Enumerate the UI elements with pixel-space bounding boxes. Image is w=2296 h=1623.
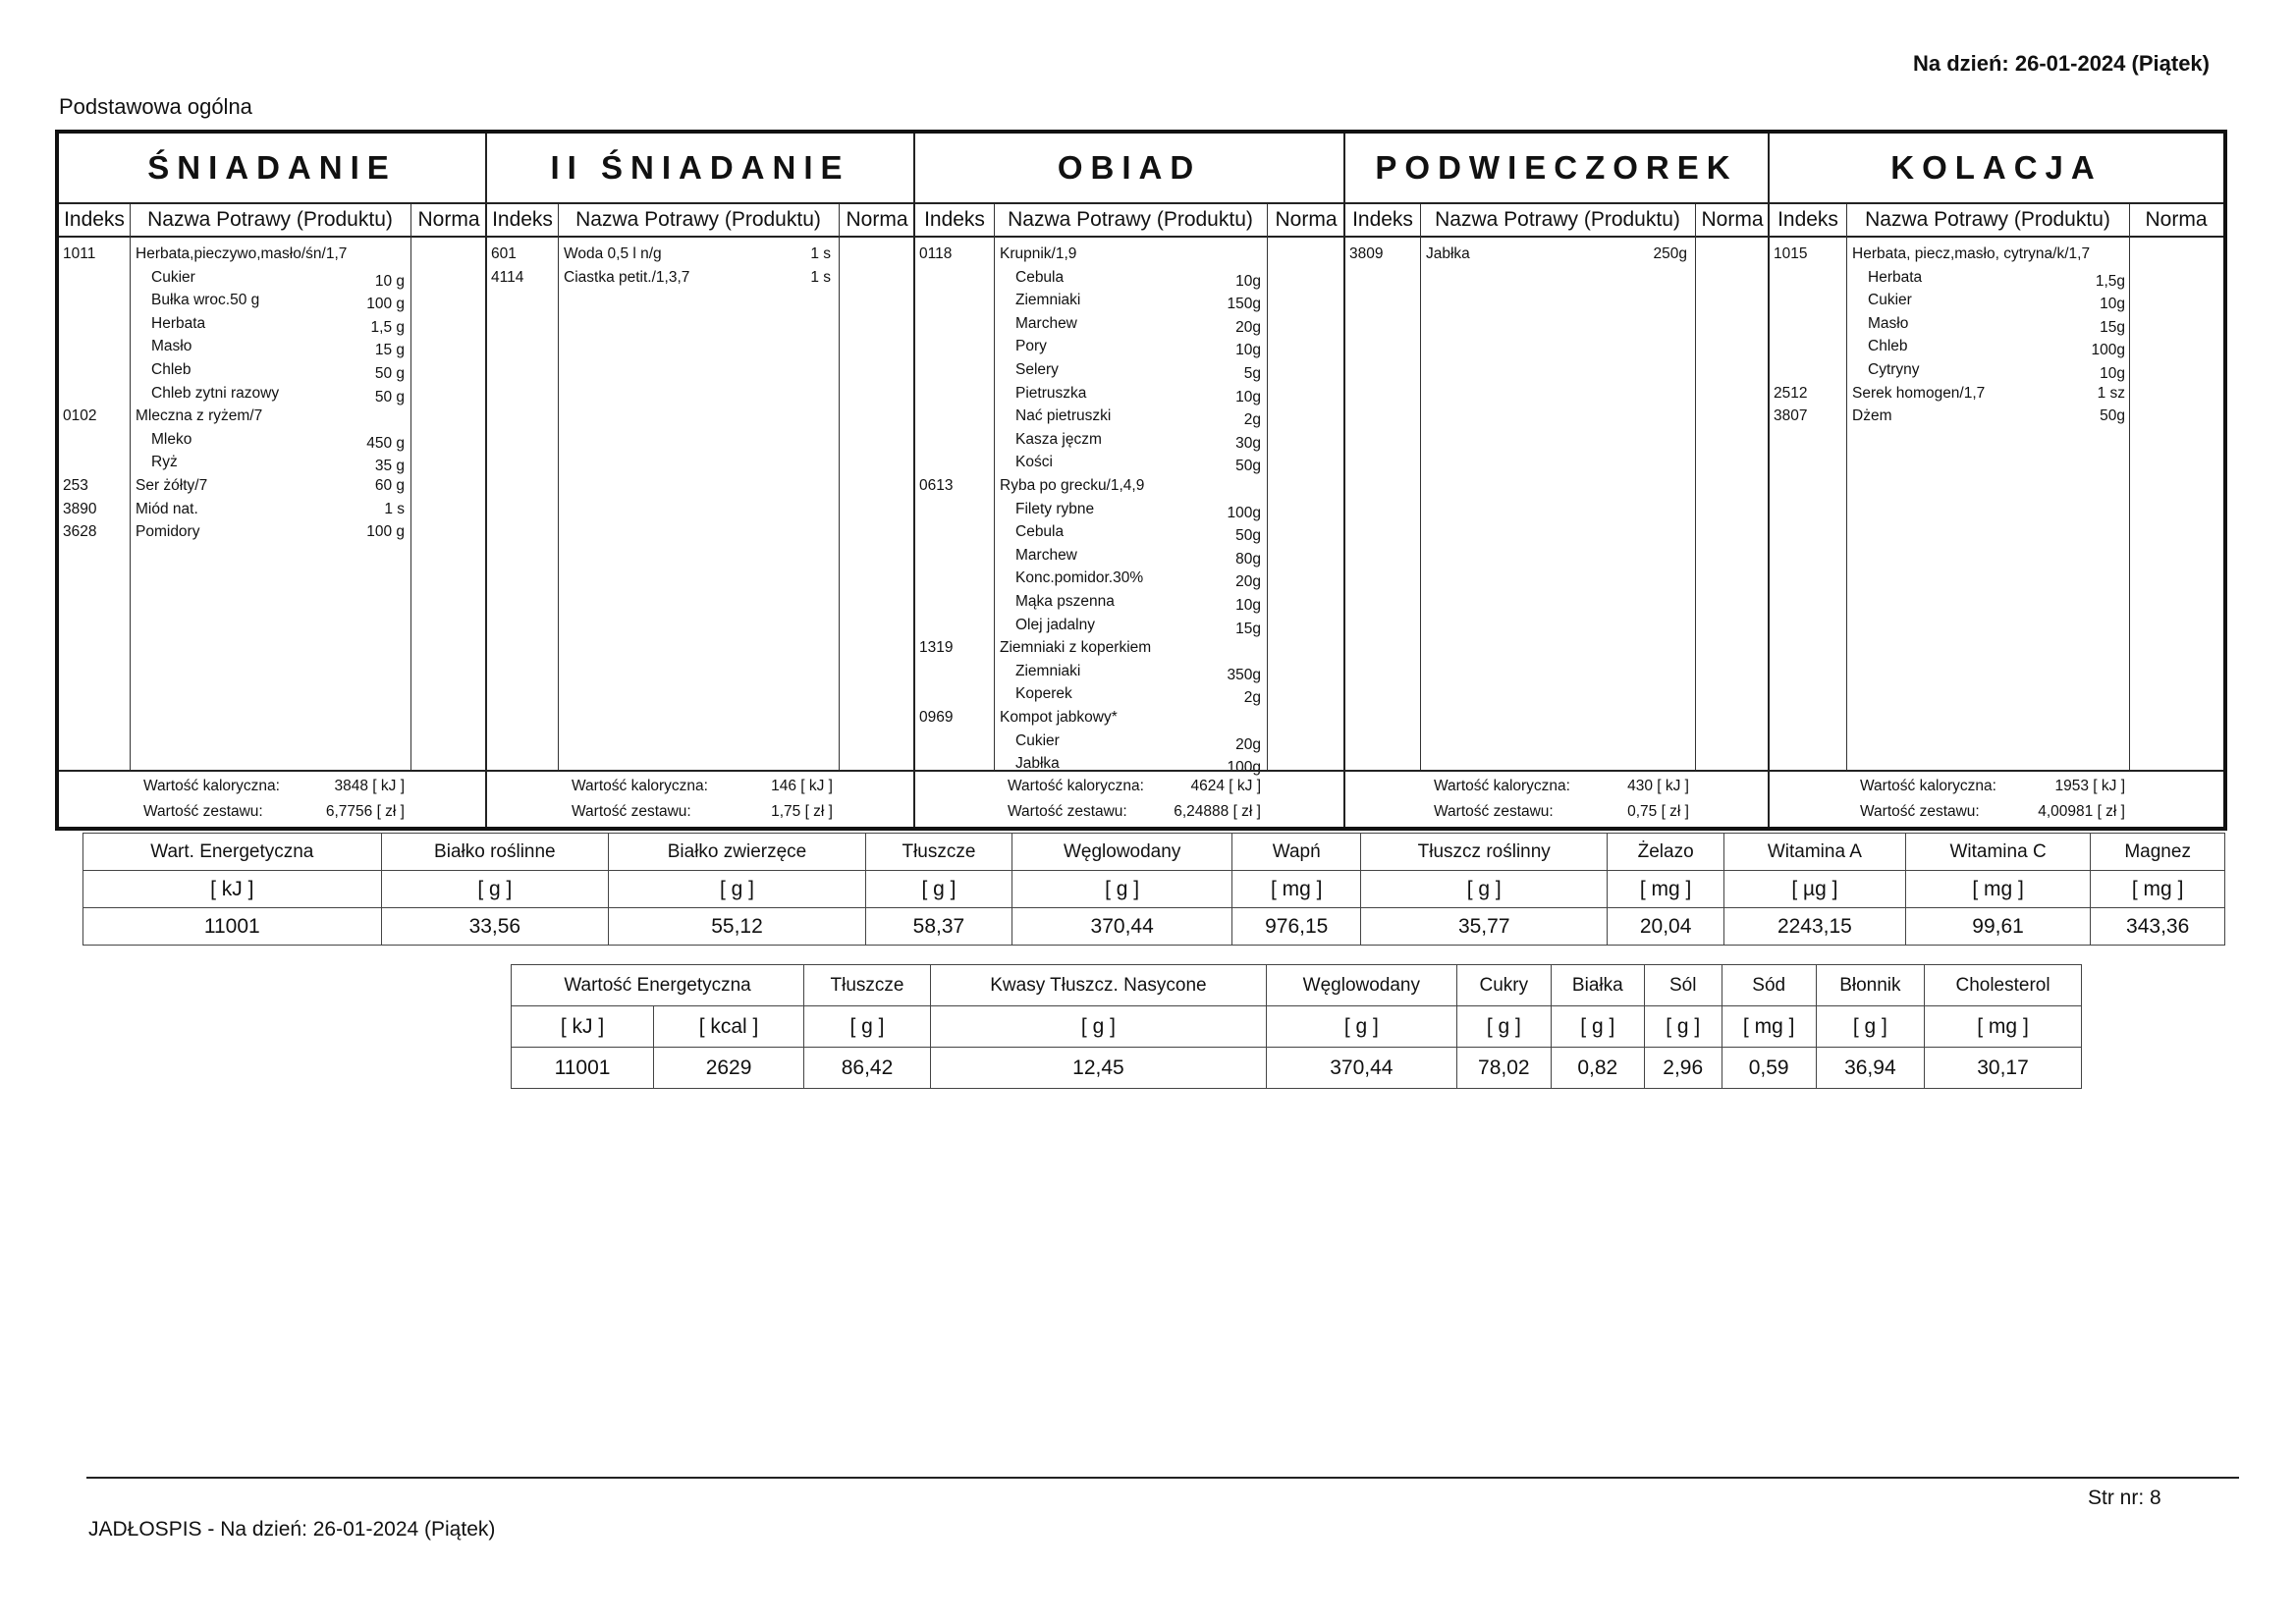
nutrient-unit: [ g ] xyxy=(804,1006,931,1048)
diet-name: Podstawowa ogólna xyxy=(59,94,252,119)
menu-table xyxy=(55,130,2227,831)
item-quantity: 100g xyxy=(1227,759,1261,777)
nutrient-value: 20,04 xyxy=(1608,908,1724,946)
dish-name: Herbata,pieczywo,masło/śn/1,7 xyxy=(136,245,348,262)
column-header-index: Indeks xyxy=(59,204,130,238)
item-quantity: 2g xyxy=(1243,411,1261,429)
nutrient-value: 2,96 xyxy=(1644,1048,1722,1089)
item-index: 0613 xyxy=(919,477,954,494)
nutrient-value: 33,56 xyxy=(381,908,608,946)
item-index: 1319 xyxy=(919,639,954,657)
column-divider xyxy=(1420,204,1421,770)
nutrient-header: Magnez xyxy=(2091,834,2225,871)
nutrient-unit: [ mg ] xyxy=(1608,871,1724,908)
dish-name: Ryba po grecku/1,4,9 xyxy=(1000,477,1145,494)
item-quantity: 15 g xyxy=(374,342,405,359)
item-quantity: 1 sz xyxy=(2097,384,2125,402)
ingredient-name: Mleko xyxy=(151,430,192,448)
dish-name: Miód nat. xyxy=(136,500,198,517)
ingredient-name: Herbata xyxy=(151,314,206,332)
nutrient-unit: [ g ] xyxy=(1361,871,1608,908)
item-quantity: 30g xyxy=(1235,434,1261,452)
item-index: 2512 xyxy=(1774,384,1808,402)
ingredient-name: Koperek xyxy=(1015,685,1072,703)
item-quantity: 50g xyxy=(1235,527,1261,545)
ingredient-name: Nać pietruszki xyxy=(1015,407,1112,425)
calorie-label: Wartość kaloryczna: xyxy=(572,778,708,794)
nutrient-unit: [ g ] xyxy=(1551,1006,1644,1048)
nutrition-table-2 xyxy=(511,964,2082,1089)
nutrient-header: Sól xyxy=(1644,965,1722,1006)
nutrient-unit: [ mg ] xyxy=(1232,871,1361,908)
column-divider xyxy=(994,204,995,770)
ingredient-name: Filety rybne xyxy=(1015,500,1095,517)
meal-column xyxy=(1345,134,1770,827)
nutrient-value: 370,44 xyxy=(1266,1048,1456,1089)
dish-name: Herbata, piecz,masło, cytryna/k/1,7 xyxy=(1852,245,2091,262)
meal-column xyxy=(59,134,487,827)
item-quantity: 10g xyxy=(2100,296,2125,313)
ingredient-name: Ziemniaki xyxy=(1015,292,1081,309)
nutrient-header: Wartość Energetyczna xyxy=(512,965,804,1006)
column-divider xyxy=(410,204,411,770)
ingredient-name: Cebula xyxy=(1015,523,1065,541)
item-quantity: 1 s xyxy=(810,268,831,286)
item-index: 3890 xyxy=(63,500,97,517)
ingredient-name: Jabłka xyxy=(1015,755,1060,773)
item-quantity: 20g xyxy=(1235,735,1261,753)
item-index: 1015 xyxy=(1774,245,1808,262)
cost-label: Wartość zestawu: xyxy=(572,803,691,820)
ingredient-name: Cukier xyxy=(1015,731,1060,749)
ingredient-name: Kości xyxy=(1015,454,1053,471)
item-quantity: 60 g xyxy=(374,477,405,494)
nutrient-header: Żelazo xyxy=(1608,834,1724,871)
item-quantity: 1,5g xyxy=(2095,272,2125,290)
dish-name: Krupnik/1,9 xyxy=(1000,245,1077,262)
footer-divider xyxy=(86,1477,2239,1479)
calorie-value: 430 [ kJ ] xyxy=(1627,778,1689,794)
nutrient-value: 99,61 xyxy=(1905,908,2090,946)
meal-title: KOLACJA xyxy=(1770,134,2223,204)
item-quantity: 1,5 g xyxy=(370,318,405,336)
meal-column xyxy=(915,134,1345,827)
nutrient-header: Witamina A xyxy=(1723,834,1905,871)
calorie-value: 3848 [ kJ ] xyxy=(334,778,405,794)
item-quantity: 5g xyxy=(1243,365,1261,382)
meal-title: PODWIECZOREK xyxy=(1345,134,1768,204)
item-index: 0102 xyxy=(63,407,97,425)
item-quantity: 10g xyxy=(1235,597,1261,614)
nutrient-value: 0,59 xyxy=(1722,1048,1816,1089)
item-index: 1011 xyxy=(63,245,96,262)
nutrient-unit: [ kJ ] xyxy=(83,871,382,908)
nutrient-unit: [ mg ] xyxy=(2091,871,2225,908)
nutrient-header: Kwasy Tłuszcz. Nasycone xyxy=(930,965,1266,1006)
dish-name: Ser żółty/7 xyxy=(136,477,208,494)
nutrient-header: Białka xyxy=(1551,965,1644,1006)
ingredient-name: Marchew xyxy=(1015,314,1077,332)
nutrient-value: 343,36 xyxy=(2091,908,2225,946)
calorie-label: Wartość kaloryczna: xyxy=(143,778,280,794)
nutrient-header: Białko zwierzęce xyxy=(609,834,866,871)
item-quantity: 100 g xyxy=(366,296,405,313)
dish-name: Serek homogen/1,7 xyxy=(1852,384,1986,402)
ingredient-name: Selery xyxy=(1015,361,1059,378)
dish-name: Kompot jabkowy* xyxy=(1000,709,1118,726)
nutrient-header: Błonnik xyxy=(1816,965,1924,1006)
meal-totals xyxy=(1770,770,2223,827)
ingredient-name: Masło xyxy=(151,338,192,355)
nutrient-unit: [ g ] xyxy=(865,871,1011,908)
ingredient-name: Olej jadalny xyxy=(1015,616,1095,633)
meal-column xyxy=(487,134,915,827)
item-index: 3809 xyxy=(1349,245,1384,262)
item-index: 601 xyxy=(491,245,517,262)
column-header-norm: Norma xyxy=(410,204,487,238)
nutrient-value: 11001 xyxy=(512,1048,654,1089)
item-quantity: 10g xyxy=(2100,365,2125,382)
set-cost: 1,75 [ zł ] xyxy=(771,803,833,820)
column-header-norm: Norma xyxy=(1267,204,1345,238)
item-quantity: 80g xyxy=(1235,550,1261,568)
item-index: 0118 xyxy=(919,245,953,262)
column-divider xyxy=(839,204,840,770)
nutrient-value: 12,45 xyxy=(930,1048,1266,1089)
item-index: 4114 xyxy=(491,268,524,286)
ingredient-name: Chleb xyxy=(1868,338,1908,355)
calorie-label: Wartość kaloryczna: xyxy=(1860,778,1996,794)
nutrition-table-1 xyxy=(82,833,2225,946)
column-header-index: Indeks xyxy=(1770,204,1846,238)
nutrient-header: Tłuszcz roślinny xyxy=(1361,834,1608,871)
column-divider xyxy=(1846,204,1847,770)
dish-name: Woda 0,5 l n/g xyxy=(564,245,662,262)
item-quantity: 350g xyxy=(1227,666,1261,683)
nutrient-value: 35,77 xyxy=(1361,908,1608,946)
nutrient-value: 0,82 xyxy=(1551,1048,1644,1089)
item-quantity: 450 g xyxy=(366,434,405,452)
ingredient-name: Ryż xyxy=(151,454,178,471)
ingredient-name: Cebula xyxy=(1015,268,1065,286)
nutrient-header: Wart. Energetyczna xyxy=(83,834,382,871)
ingredient-name: Mąka pszenna xyxy=(1015,593,1115,610)
item-quantity: 20g xyxy=(1235,318,1261,336)
nutrient-unit: [ g ] xyxy=(930,1006,1266,1048)
ingredient-name: Konc.pomidor.30% xyxy=(1015,569,1144,587)
dish-name: Mleczna z ryżem/7 xyxy=(136,407,263,425)
nutrient-unit: [ mg ] xyxy=(1722,1006,1816,1048)
column-header-norm: Norma xyxy=(2129,204,2223,238)
item-quantity: 15g xyxy=(1235,620,1261,637)
ingredient-name: Ziemniaki xyxy=(1015,662,1081,679)
nutrient-header: Tłuszcze xyxy=(865,834,1011,871)
nutrient-value: 370,44 xyxy=(1012,908,1232,946)
dish-name: Ziemniaki z koperkiem xyxy=(1000,639,1152,657)
nutrient-unit: [ mg ] xyxy=(1925,1006,2082,1048)
cost-label: Wartość zestawu: xyxy=(1008,803,1127,820)
item-quantity: 100g xyxy=(1227,504,1261,521)
meal-title: II ŚNIADANIE xyxy=(487,134,913,204)
nutrient-value: 976,15 xyxy=(1232,908,1361,946)
dish-name: Ciastka petit./1,3,7 xyxy=(564,268,690,286)
nutrient-value: 30,17 xyxy=(1925,1048,2082,1089)
item-quantity: 20g xyxy=(1235,573,1261,591)
item-quantity: 2g xyxy=(1243,689,1261,707)
meal-totals xyxy=(1345,770,1768,827)
item-quantity: 10g xyxy=(1235,388,1261,406)
item-quantity: 250g xyxy=(1653,245,1687,262)
item-quantity: 35 g xyxy=(374,458,405,475)
column-header-name: Nazwa Potrawy (Produktu) xyxy=(558,204,839,238)
footer-title: JADŁOSPIS - Na dzień: 26-01-2024 (Piątek) xyxy=(88,1518,496,1541)
item-quantity: 50 g xyxy=(374,365,405,382)
meal-title: ŚNIADANIE xyxy=(59,134,485,204)
item-index: 3807 xyxy=(1774,407,1808,425)
column-header-name: Nazwa Potrawy (Produktu) xyxy=(1846,204,2129,238)
report-date: Na dzień: 26-01-2024 (Piątek) xyxy=(1912,51,2210,76)
item-quantity: 50g xyxy=(1235,458,1261,475)
item-quantity: 1 s xyxy=(810,245,831,262)
column-divider xyxy=(1695,204,1696,770)
nutrient-unit: [ g ] xyxy=(609,871,866,908)
item-quantity: 150g xyxy=(1227,296,1261,313)
column-header-index: Indeks xyxy=(487,204,558,238)
meal-totals xyxy=(915,770,1343,827)
dish-name: Jabłka xyxy=(1426,245,1470,262)
nutrient-header: Cholesterol xyxy=(1925,965,2082,1006)
nutrient-value: 36,94 xyxy=(1816,1048,1924,1089)
nutrient-unit: [ g ] xyxy=(1816,1006,1924,1048)
column-divider xyxy=(2129,204,2130,770)
calorie-value: 1953 [ kJ ] xyxy=(2054,778,2125,794)
nutrient-value: 2243,15 xyxy=(1723,908,1905,946)
column-header-index: Indeks xyxy=(915,204,994,238)
column-header-norm: Norma xyxy=(839,204,915,238)
nutrient-value: 58,37 xyxy=(865,908,1011,946)
nutrient-unit: [ g ] xyxy=(1012,871,1232,908)
ingredient-name: Marchew xyxy=(1015,546,1077,564)
item-quantity: 100g xyxy=(2091,342,2125,359)
item-index: 0969 xyxy=(919,709,954,726)
dish-name: Dżem xyxy=(1852,407,1892,425)
nutrient-unit: [ g ] xyxy=(1456,1006,1551,1048)
cost-label: Wartość zestawu: xyxy=(1860,803,1980,820)
meal-totals xyxy=(487,770,913,827)
calorie-label: Wartość kaloryczna: xyxy=(1434,778,1570,794)
ingredient-name: Pory xyxy=(1015,338,1047,355)
item-quantity: 15g xyxy=(2100,318,2125,336)
item-quantity: 1 s xyxy=(384,500,405,517)
nutrient-unit: [ kcal ] xyxy=(654,1006,804,1048)
cost-label: Wartość zestawu: xyxy=(143,803,263,820)
meal-column xyxy=(1770,134,2223,827)
nutrient-value: 86,42 xyxy=(804,1048,931,1089)
item-quantity: 50 g xyxy=(374,388,405,406)
ingredient-name: Herbata xyxy=(1868,268,1923,286)
item-quantity: 10 g xyxy=(374,272,405,290)
set-cost: 6,24888 [ zł ] xyxy=(1174,803,1261,820)
page-number: Str nr: 8 xyxy=(2088,1487,2161,1509)
nutrient-value: 78,02 xyxy=(1456,1048,1551,1089)
item-quantity: 100 g xyxy=(366,523,405,541)
set-cost: 4,00981 [ zł ] xyxy=(2038,803,2125,820)
column-header-index: Indeks xyxy=(1345,204,1420,238)
ingredient-name: Masło xyxy=(1868,314,1909,332)
nutrient-unit: [ µg ] xyxy=(1723,871,1905,908)
calorie-value: 146 [ kJ ] xyxy=(771,778,833,794)
nutrient-unit: [ g ] xyxy=(1644,1006,1722,1048)
nutrient-value: 11001 xyxy=(83,908,382,946)
nutrient-unit: [ kJ ] xyxy=(512,1006,654,1048)
ingredient-name: Cytryny xyxy=(1868,361,1920,378)
nutrient-value: 2629 xyxy=(654,1048,804,1089)
set-cost: 6,7756 [ zł ] xyxy=(325,803,405,820)
column-header-norm: Norma xyxy=(1695,204,1770,238)
ingredient-name: Cukier xyxy=(1868,292,1912,309)
item-quantity: 10g xyxy=(1235,342,1261,359)
nutrient-header: Cukry xyxy=(1456,965,1551,1006)
meal-title: OBIAD xyxy=(915,134,1343,204)
nutrient-unit: [ mg ] xyxy=(1905,871,2090,908)
column-divider xyxy=(130,204,131,770)
ingredient-name: Cukier xyxy=(151,268,195,286)
nutrient-unit: [ g ] xyxy=(1266,1006,1456,1048)
nutrient-header: Sód xyxy=(1722,965,1816,1006)
nutrient-value: 55,12 xyxy=(609,908,866,946)
column-header-name: Nazwa Potrawy (Produktu) xyxy=(994,204,1267,238)
ingredient-name: Kasza jęczm xyxy=(1015,430,1102,448)
column-header-name: Nazwa Potrawy (Produktu) xyxy=(1420,204,1695,238)
item-index: 3628 xyxy=(63,523,97,541)
ingredient-name: Chleb zytni razowy xyxy=(151,384,280,402)
dish-name: Pomidory xyxy=(136,523,200,541)
ingredient-name: Pietruszka xyxy=(1015,384,1087,402)
nutrient-header: Białko roślinne xyxy=(381,834,608,871)
column-divider xyxy=(558,204,559,770)
column-divider xyxy=(1267,204,1268,770)
nutrient-header: Wapń xyxy=(1232,834,1361,871)
nutrient-header: Witamina C xyxy=(1905,834,2090,871)
item-quantity: 10g xyxy=(1235,272,1261,290)
ingredient-name: Bułka wroc.50 g xyxy=(151,292,260,309)
cost-label: Wartość zestawu: xyxy=(1434,803,1554,820)
nutrient-unit: [ g ] xyxy=(381,871,608,908)
nutrient-header: Węglowodany xyxy=(1266,965,1456,1006)
calorie-label: Wartość kaloryczna: xyxy=(1008,778,1144,794)
ingredient-name: Chleb xyxy=(151,361,191,378)
set-cost: 0,75 [ zł ] xyxy=(1627,803,1689,820)
item-index: 253 xyxy=(63,477,88,494)
calorie-value: 4624 [ kJ ] xyxy=(1190,778,1261,794)
meal-totals xyxy=(59,770,485,827)
column-header-name: Nazwa Potrawy (Produktu) xyxy=(130,204,410,238)
item-quantity: 50g xyxy=(2100,407,2125,425)
nutrient-header: Tłuszcze xyxy=(804,965,931,1006)
nutrient-header: Węglowodany xyxy=(1012,834,1232,871)
